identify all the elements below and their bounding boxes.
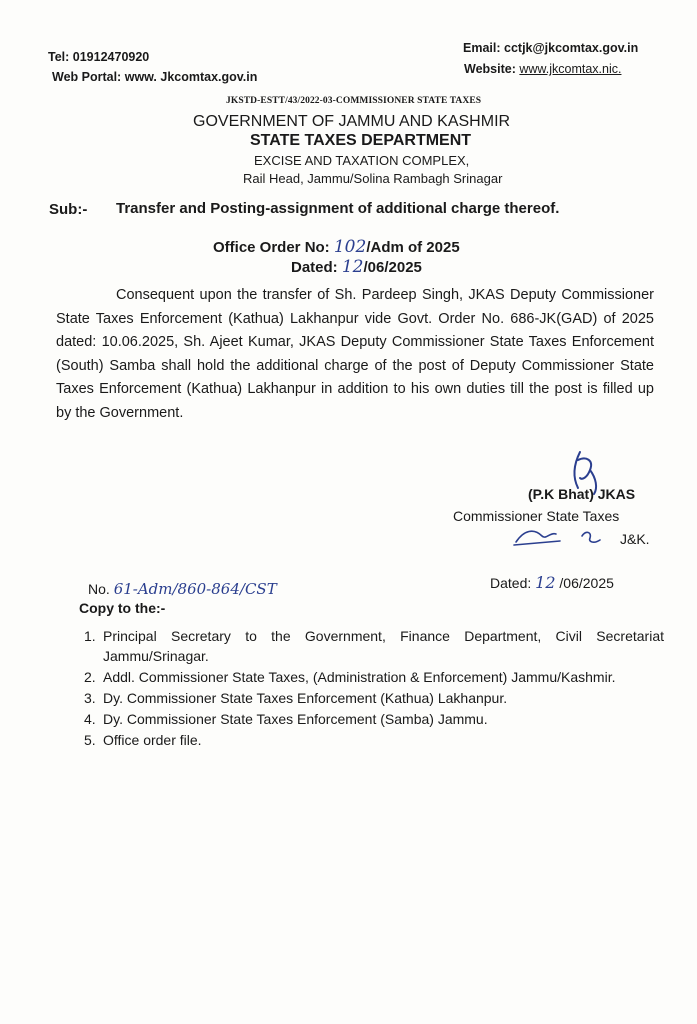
order-date-suffix: /06/2025 [363,259,422,276]
order-date-day-handwritten: 12 [341,257,364,277]
copy-list [84,626,664,751]
email-label: Email: [463,41,501,55]
tel-line [48,50,149,64]
dispatch-no-label: No. [88,581,110,597]
portal-label: Web Portal: [52,70,122,84]
signatory-region: J&K. [620,531,650,547]
list-item: 5. Office order file. [84,732,202,748]
government-title: GOVERNMENT OF JAMMU AND KASHMIR [193,113,511,130]
body-paragraph-text: Consequent upon the transfer of Sh. Pardeep Singh, JKAS Deputy Commissioner State Taxes Enforcement (Kathua) Lakhanpur vide Govt. Order No. 686-JK(GAD) of 2025 dated: 10.06.2025, Sh. Ajeet Kumar, JKAS Deputy Commissioner State Taxes Enforcement (South) Samba shall hold the additional charge of the post of Deputy Commissioner State Taxes Enforcement (Kathua) Lakhanpur in addition to his own duties till the post is filled up by the Government. [56,287,654,421]
signatory-title: Commissioner State Taxes [453,508,620,524]
email-value: cctjk@jkcomtax.gov.in [504,41,639,55]
order-body-paragraph [56,284,654,425]
initials-mark [512,522,607,550]
reference-number: JKSTD-ESTT/43/2022-03-COMMISSIONER STATE TAXES [226,96,482,106]
order-number-handwritten: 102 [333,237,367,257]
email-line [463,41,638,55]
signatory-name: (P.K Bhat) JKAS [528,486,636,502]
dispatch-date-day-handwritten: 12 [535,573,556,592]
tel-value: 01912470920 [72,50,150,64]
dispatch-date-suffix: /06/2025 [559,575,614,591]
dispatch-no-handwritten: 61-Adm/860-864/CST [113,580,277,598]
list-item: 1. Principal Secretary to the Government, Finance Department, Civil Secretariat Jammu/Srinagar. [84,628,664,664]
order-prefix: Office Order No: [213,239,330,256]
subject-label: Sub:- [49,201,88,218]
order-date [291,257,422,277]
office-order-number [213,237,460,257]
portal-line [52,70,257,84]
list-item: 4. Dy. Commissioner State Taxes Enforcement (Samba) Jammu. [84,711,488,727]
order-date-label: Dated: [291,259,338,276]
portal-value: www. Jkcomtax.gov.in [124,70,258,84]
website-line [464,62,621,76]
department-title: STATE TAXES DEPARTMENT [250,132,472,149]
list-item: 2. Addl. Commissioner State Taxes, (Administration & Enforcement) Jammu/Kashmir. [84,669,616,685]
dispatch-date-label: Dated: [490,575,532,591]
office-address: Rail Head, Jammu/Solina Rambagh Srinagar [243,171,503,186]
copy-to-heading: Copy to the:- [79,600,166,616]
subject-text: Transfer and Posting-assignment of additional charge thereof. [116,200,560,217]
order-suffix: /Adm of 2025 [366,239,460,256]
complex-name: EXCISE AND TAXATION COMPLEX, [254,153,470,168]
tel-label: Tel: [48,50,70,64]
website-label: Website: [464,62,516,76]
dispatch-date [490,573,614,592]
dispatch-number [88,580,277,598]
list-item: 3. Dy. Commissioner State Taxes Enforcement (Kathua) Lakhanpur. [84,690,508,706]
website-link[interactable]: www.jkcomtax.nic. [519,62,622,76]
